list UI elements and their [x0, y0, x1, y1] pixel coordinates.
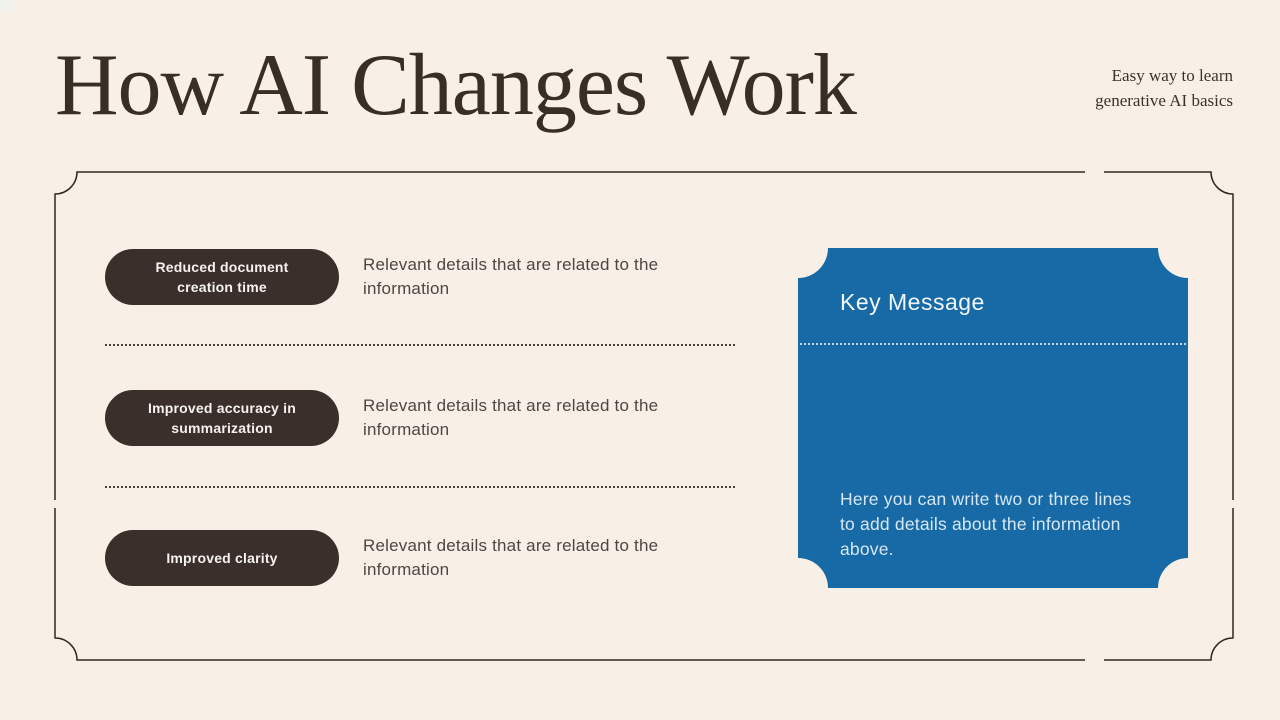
benefit-detail: Relevant details that are related to the information [363, 255, 659, 298]
benefit-pill [105, 530, 339, 586]
benefit-row [105, 530, 750, 586]
tagline-line-2: generative AI basics [1095, 91, 1233, 110]
benefit-detail: Relevant details that are related to the information [363, 536, 659, 579]
key-message-divider [800, 343, 1186, 345]
benefit-pill-label: Improved accuracy in summarization [148, 400, 296, 436]
benefit-pill-label: Improved clarity [166, 550, 278, 566]
dotted-separator [105, 344, 735, 346]
benefit-detail: Relevant details that are related to the information [363, 396, 659, 439]
benefit-pill [105, 249, 339, 305]
tagline-line-1: Easy way to learn [1111, 66, 1233, 85]
benefit-pill-label: Reduced document creation time [155, 259, 289, 295]
key-message-heading: Key Message [840, 289, 985, 315]
benefit-row [105, 390, 750, 446]
page-title: How AI Changes Work [55, 37, 856, 134]
benefit-pill [105, 390, 339, 446]
key-message-body: Here you can write two or three lines to add details about the information above. [840, 489, 1132, 559]
dotted-separator [105, 486, 735, 488]
benefit-row [105, 249, 750, 305]
